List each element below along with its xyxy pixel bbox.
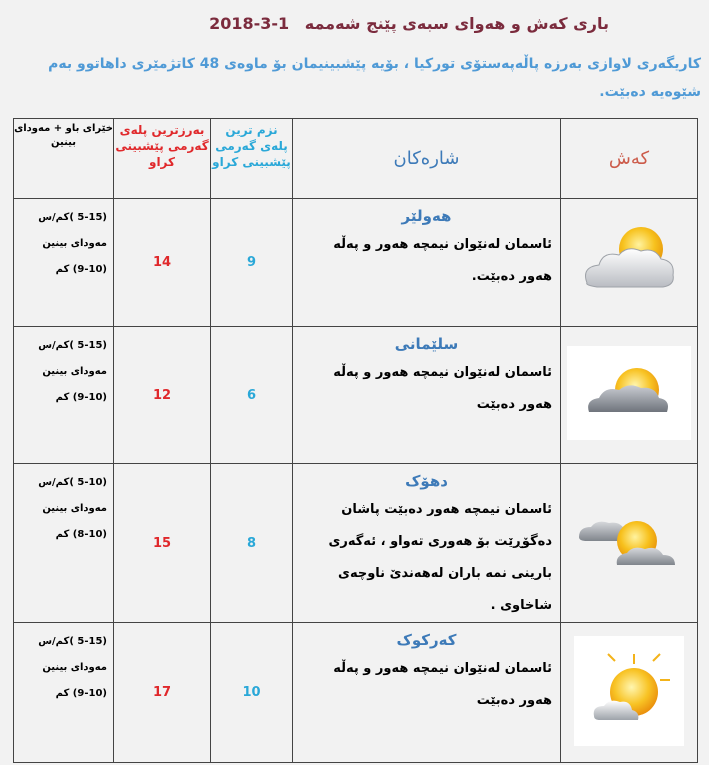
city-cell xyxy=(293,623,561,763)
visibility-label: مەودای بینین xyxy=(42,366,107,377)
table-row xyxy=(14,464,698,623)
wind-speed: (5-15 )كم/س xyxy=(38,340,107,351)
wind-speed: (5-15 )كم/س xyxy=(38,636,107,647)
wind-visibility-cell xyxy=(14,464,114,623)
header-weather: کەش xyxy=(561,119,698,199)
max-temp-cell: 17 xyxy=(114,623,211,763)
table-row xyxy=(14,327,698,464)
weather-icon-cell xyxy=(561,327,698,464)
sun-behind-small-cloud-icon xyxy=(574,636,684,750)
table-row xyxy=(14,623,698,763)
sun-behind-dark-cloud-icon xyxy=(567,346,691,444)
city-cell xyxy=(293,327,561,464)
wind-speed: (5-15 )كم/س xyxy=(38,212,107,223)
forecast-table xyxy=(13,118,698,763)
title-text: باری کەش و هەوای سبەی پێنج شەممە xyxy=(304,14,609,33)
wind-speed: (5-10 )كم/س xyxy=(38,477,107,488)
min-temp-cell: 6 xyxy=(211,327,293,464)
header-visibility: خێرای باو + مەودای بینین xyxy=(14,119,114,199)
min-temp-cell: 9 xyxy=(211,199,293,327)
header-row xyxy=(14,119,698,199)
city-name: سلێمانی xyxy=(394,335,459,353)
wind-visibility-cell xyxy=(14,623,114,763)
weather-icon-cell xyxy=(561,199,698,327)
city-name: دهۆک xyxy=(405,472,448,490)
min-temp-cell: 10 xyxy=(211,623,293,763)
header-max-temp: بەرزترین پلەی گەرمی پێشبینی کراو xyxy=(114,119,211,199)
city-name: هەولێر xyxy=(401,207,452,225)
header-city: شارەکان xyxy=(293,119,561,199)
weather-description: ئاسمان لەنێوان نیمچە هەور و پەڵە هەور دەبێت xyxy=(333,661,552,708)
visibility-value: (9-10) كم xyxy=(55,264,107,275)
max-temp-cell: 15 xyxy=(114,464,211,623)
weather-description: ئاسمان لەنێوان نیمچە هەور و پەڵە هەور دەبێت. xyxy=(333,237,552,284)
max-temp-cell: 14 xyxy=(114,199,211,327)
weather-icon-cell xyxy=(561,623,698,763)
intro-text: كاریگەری لاوازی بەرزە پاڵەپەستۆی توركیا ، بۆیە پێشبینیمان بۆ ماوەی 48 كاتژمێری داهاتوو بەم شێوەیە دەبێت. xyxy=(48,56,701,100)
visibility-value: (9-10) كم xyxy=(55,392,107,403)
city-name: کەرکوک xyxy=(396,631,457,649)
wind-visibility-cell xyxy=(14,199,114,327)
visibility-label: مەودای بینین xyxy=(42,662,107,673)
weather-description: ئاسمان نیمچە هەور دەبێت پاشان دەگۆڕێت بۆ هەوری تەواو ، ئەگەری بارینی نمە باران لەهەندێ ناوچەی شاخاوی . xyxy=(328,502,552,613)
table-row xyxy=(14,199,698,327)
page-title xyxy=(209,14,609,33)
header-min-temp: نزم ترین پلەی گەرمی پێشبینی کراو xyxy=(211,119,293,199)
weather-icon-cell xyxy=(561,464,698,623)
max-temp-cell: 12 xyxy=(114,327,211,464)
city-cell xyxy=(293,464,561,623)
city-cell xyxy=(293,199,561,327)
min-temp-cell: 8 xyxy=(211,464,293,623)
visibility-label: مەودای بینین xyxy=(42,503,107,514)
forecast-date: 2018-3-1 xyxy=(209,14,290,33)
sun-with-clouds-icon xyxy=(573,503,685,583)
sun-behind-cloud-icon xyxy=(573,221,685,305)
visibility-value: (8-10) كم xyxy=(55,529,107,540)
visibility-value: (9-10) كم xyxy=(55,688,107,699)
wind-visibility-cell xyxy=(14,327,114,464)
visibility-label: مەودای بینین xyxy=(42,238,107,249)
weather-description: ئاسمان لەنێوان نیمچە هەور و پەڵە هەور دەبێت xyxy=(333,365,552,412)
